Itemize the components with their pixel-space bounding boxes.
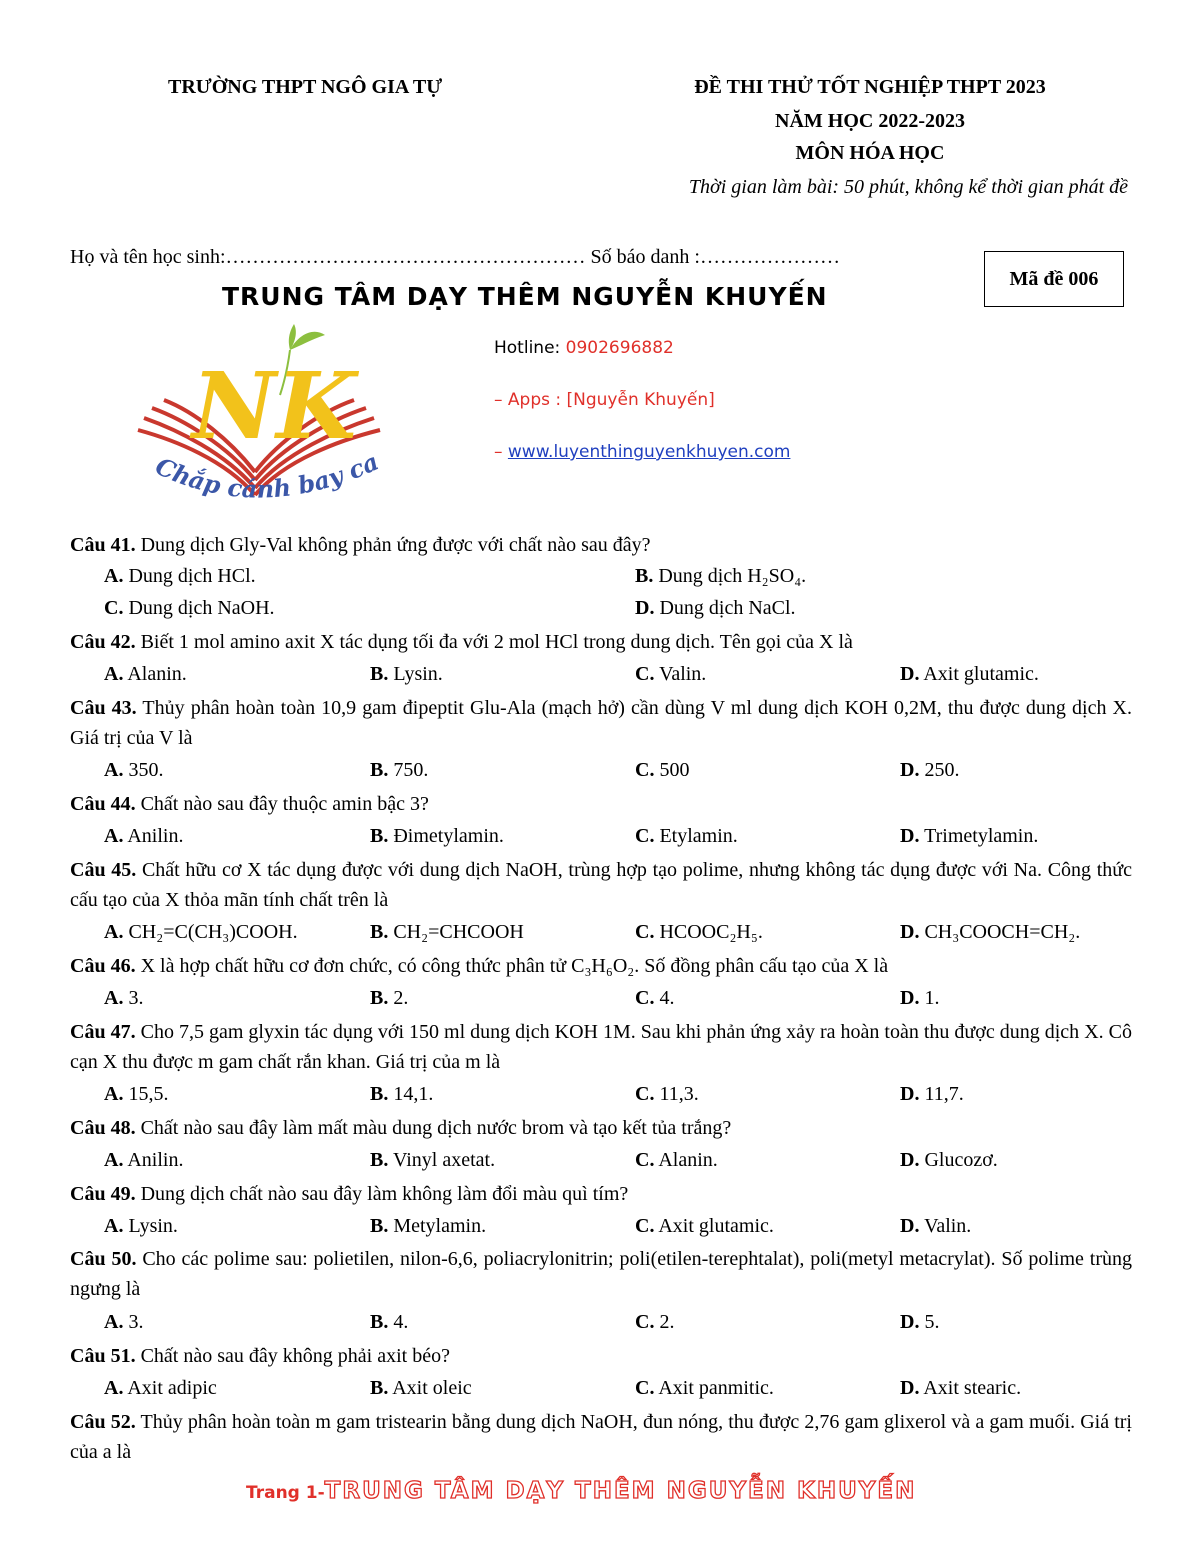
option-letter: A. (104, 1215, 124, 1237)
option-text: 15,5. (123, 1083, 169, 1105)
option-letter: B. (370, 825, 389, 847)
option-letter: A. (104, 565, 124, 587)
hotline-line: Hotline: 0902696882 (494, 338, 674, 358)
option-letter: B. (370, 987, 389, 1009)
option-letter: A. (104, 1377, 124, 1399)
option-text: Dung dịch H₂SO₄. (653, 565, 807, 587)
option-letter: C. (635, 663, 655, 685)
answer-option-b[interactable] (635, 561, 806, 591)
answer-option-a[interactable] (104, 1307, 143, 1337)
option-letter: D. (900, 759, 920, 781)
answer-option-b[interactable] (370, 1211, 486, 1241)
answer-option-a[interactable] (104, 659, 187, 689)
option-text: 3. (123, 1311, 144, 1333)
option-letter: D. (635, 597, 655, 619)
answer-option-c[interactable] (635, 755, 689, 785)
answer-option-b[interactable] (370, 1145, 495, 1175)
answer-option-a[interactable] (104, 1211, 178, 1241)
school-year: NĂM HỌC 2022-2023 (775, 110, 965, 132)
question-52 (70, 1407, 1132, 1467)
footer-center-name: TRUNG TÂM DẠY THÊM NGUYỄN KHUYẾN (324, 1478, 917, 1504)
question-text: Biết 1 mol amino axit X tác dụng tối đa với 2 mol HCl trong dung dịch. Tên gọi của X là (135, 631, 853, 653)
question-41 (70, 530, 1132, 560)
option-text: 4. (388, 1311, 409, 1333)
center-logo (130, 320, 390, 520)
option-text: 2. (654, 1311, 675, 1333)
option-letter: D. (900, 663, 920, 685)
question-text: Chất nào sau đây thuộc amin bậc 3? (135, 793, 429, 815)
option-text: 250. (919, 759, 960, 781)
option-text: Vinyl axetat. (388, 1149, 496, 1171)
website-line: – www.luyenthinguyenkhuyen.com (494, 442, 791, 462)
option-text: 11,3. (654, 1083, 699, 1105)
answer-option-d[interactable] (635, 593, 796, 623)
answer-option-c[interactable] (104, 593, 275, 623)
option-text: Lysin. (388, 663, 443, 685)
question-number: Câu 47. (70, 1021, 136, 1043)
option-text: CH₂=CHCOOH (388, 921, 524, 943)
answer-option-d[interactable] (900, 1079, 964, 1109)
option-text: 14,1. (388, 1083, 434, 1105)
option-letter: A. (104, 1311, 124, 1333)
hotline-number[interactable]: 0902696882 (565, 338, 674, 358)
option-letter: C. (635, 921, 655, 943)
option-letter: B. (370, 1377, 389, 1399)
option-text: Alanin. (123, 663, 187, 685)
option-text: Etylamin. (654, 825, 738, 847)
answer-option-b[interactable] (370, 983, 408, 1013)
option-text: 3. (123, 987, 144, 1009)
option-letter: D. (900, 1311, 920, 1333)
option-letter: B. (370, 1215, 389, 1237)
option-letter: D. (900, 921, 920, 943)
option-text: Anilin. (123, 1149, 184, 1171)
svg-text:NK: NK (192, 352, 357, 460)
answer-option-d[interactable] (900, 659, 1039, 689)
question-51 (70, 1341, 1132, 1371)
question-number: Câu 49. (70, 1183, 136, 1205)
student-info-line: Họ và tên học sinh:……………………………………………… Số báo danh :………………… (70, 246, 840, 268)
option-letter: A. (104, 1149, 124, 1171)
answer-option-d[interactable] (900, 1211, 971, 1241)
option-text: Axit adipic (123, 1377, 217, 1399)
option-letter: D. (900, 987, 920, 1009)
option-text: Axit panmitic. (654, 1377, 774, 1399)
option-text: Axit glutamic. (919, 663, 1039, 685)
option-text: 1. (919, 987, 940, 1009)
answer-option-d[interactable] (900, 917, 1080, 947)
option-text: Valin. (919, 1215, 972, 1237)
exam-title: ĐỀ THI THỬ TỐT NGHIỆP THPT 2023 (694, 76, 1046, 98)
answer-option-a[interactable] (104, 1145, 183, 1175)
option-letter: A. (104, 921, 124, 943)
question-text: Dung dịch chất nào sau đây làm không làm đổi màu quì tím? (135, 1183, 629, 1205)
subject-title: MÔN HÓA HỌC (795, 142, 945, 164)
answer-option-d[interactable] (900, 755, 959, 785)
answer-option-b[interactable] (370, 917, 524, 947)
option-text: Axit stearic. (919, 1377, 1022, 1399)
option-letter: B. (370, 921, 389, 943)
question-48 (70, 1113, 1132, 1143)
answer-option-c[interactable] (635, 659, 706, 689)
answer-option-a[interactable] (104, 1373, 217, 1403)
option-text: Alanin. (654, 1149, 718, 1171)
option-letter: C. (635, 1377, 655, 1399)
answer-option-d[interactable] (900, 1307, 939, 1337)
question-text: Dung dịch Gly-Val không phản ứng được với chất nào sau đây? (135, 534, 651, 556)
option-text: 750. (388, 759, 429, 781)
exam-code: Mã đề 006 (1009, 267, 1099, 290)
answer-option-a[interactable] (104, 821, 183, 851)
option-text: 500 (654, 759, 690, 781)
option-letter: B. (370, 1083, 389, 1105)
question-text: X là hợp chất hữu cơ đơn chức, có công thức phân tử C₃H₆O₂. Số đồng phân cấu tạo của X là (135, 955, 889, 977)
answer-option-b[interactable] (370, 755, 428, 785)
option-letter: B. (370, 1149, 389, 1171)
question-47 (70, 1017, 1132, 1077)
answer-option-b[interactable] (370, 1373, 472, 1403)
question-text: Cho 7,5 gam glyxin tác dụng với 150 ml dung dịch KOH 1M. Sau khi phản ứng xảy ra hoàn toàn thu được dung dịch X. Cô cạn X thu được m gam chất rắn khan. Giá trị của m là (70, 1021, 1132, 1073)
option-letter: B. (635, 565, 654, 587)
option-letter: C. (104, 597, 124, 619)
option-text: Anilin. (123, 825, 184, 847)
option-text: Valin. (654, 663, 707, 685)
option-letter: D. (900, 825, 920, 847)
option-text: 350. (123, 759, 164, 781)
answer-option-b[interactable] (370, 1307, 408, 1337)
answer-option-c[interactable] (635, 1079, 699, 1109)
option-letter: D. (900, 1149, 920, 1171)
question-text: Thủy phân hoàn toàn m gam tristearin bằng dung dịch NaOH, đun nóng, thu được 2,76 gam glixerol và a gam muối. Giá trị của a là (70, 1411, 1132, 1463)
question-number: Câu 52. (70, 1411, 136, 1433)
answer-option-c[interactable] (635, 1307, 674, 1337)
option-letter: C. (635, 987, 655, 1009)
apps-line: – Apps : [Nguyễn Khuyến] (494, 390, 715, 410)
option-letter: C. (635, 825, 655, 847)
question-50 (70, 1244, 1132, 1304)
question-42 (70, 627, 1132, 657)
center-title: TRUNG TÂM DẠY THÊM NGUYỄN KHUYẾN (222, 282, 828, 311)
question-number: Câu 45. (70, 859, 137, 881)
option-letter: B. (370, 1311, 389, 1333)
option-text: Dung dịch NaCl. (654, 597, 796, 619)
answer-option-d[interactable] (900, 1145, 998, 1175)
option-letter: B. (370, 663, 389, 685)
answer-option-c[interactable] (635, 1373, 774, 1403)
question-text: Thủy phân hoàn toàn 10,9 gam đipeptit Glu-Ala (mạch hở) cần dùng V ml dung dịch KOH 0,2M, thu được dung dịch X. Giá trị của V là (70, 697, 1132, 749)
question-number: Câu 44. (70, 793, 136, 815)
website-link[interactable]: www.luyenthinguyenkhuyen.com (507, 442, 791, 462)
question-number: Câu 46. (70, 955, 136, 977)
answer-option-d[interactable] (900, 983, 939, 1013)
option-text: Glucozơ. (919, 1149, 998, 1171)
option-text: 2. (388, 987, 409, 1009)
answer-option-d[interactable] (900, 821, 1038, 851)
option-text: Dung dịch NaOH. (123, 597, 275, 619)
option-letter: D. (900, 1377, 920, 1399)
option-text: CH₂=C(CH₃)COOH. (123, 921, 298, 943)
answer-option-b[interactable] (370, 821, 504, 851)
option-text: CH₃COOCH=CH₂. (919, 921, 1081, 943)
option-text: 11,7. (919, 1083, 964, 1105)
option-letter: B. (370, 759, 389, 781)
question-number: Câu 43. (70, 697, 137, 719)
question-45 (70, 855, 1132, 915)
exam-code-box (984, 251, 1124, 307)
option-letter: C. (635, 1215, 655, 1237)
option-letter: A. (104, 987, 124, 1009)
school-name: TRƯỜNG THPT NGÔ GIA TỰ (168, 76, 443, 98)
question-text: Chất nào sau đây không phải axit béo? (135, 1345, 450, 1367)
option-letter: C. (635, 759, 655, 781)
option-text: 4. (654, 987, 675, 1009)
option-letter: A. (104, 1083, 124, 1105)
option-letter: A. (104, 825, 124, 847)
question-text: Cho các polime sau: polietilen, nilon-6,6, poliacrylonitrin; poli(etilen-terephtalat), poli(metyl metacrylat). Số polime trùng ngưng là (70, 1248, 1132, 1300)
book-logo-icon (130, 320, 390, 520)
option-letter: A. (104, 759, 124, 781)
question-text: Chất nào sau đây làm mất màu dung dịch nước brom và tạo kết tủa trắng? (135, 1117, 732, 1139)
answer-option-d[interactable] (900, 1373, 1021, 1403)
question-number: Câu 42. (70, 631, 136, 653)
question-number: Câu 48. (70, 1117, 136, 1139)
answer-option-c[interactable] (635, 821, 738, 851)
question-44 (70, 789, 1132, 819)
answer-option-b[interactable] (370, 659, 443, 689)
option-text: Metylamin. (388, 1215, 487, 1237)
answer-option-a[interactable] (104, 983, 143, 1013)
page-number: Trang 1- (246, 1483, 325, 1503)
option-letter: C. (635, 1083, 655, 1105)
question-number: Câu 51. (70, 1345, 136, 1367)
option-text: Dung dịch HCl. (123, 565, 256, 587)
option-text: HCOOC₂H₅. (654, 921, 763, 943)
option-letter: C. (635, 1311, 655, 1333)
option-letter: D. (900, 1083, 920, 1105)
answer-option-c[interactable] (635, 1145, 718, 1175)
option-letter: C. (635, 1149, 655, 1171)
page-footer (246, 1478, 916, 1504)
time-note: Thời gian làm bài: 50 phút, không kể thời gian phát đề (688, 176, 1128, 198)
svg-text:Chắp cánh bay cao: Chắp cánh bay ca (151, 446, 383, 504)
option-letter: D. (900, 1215, 920, 1237)
question-46 (70, 951, 1132, 981)
question-text: Chất hữu cơ X tác dụng được với dung dịch NaOH, trùng hợp tạo polime, nhưng không tác dụng được với Na. Công thức cấu tạo của X thỏa mãn tính chất trên là (70, 859, 1132, 911)
question-43 (70, 693, 1132, 753)
answer-option-a[interactable] (104, 1079, 168, 1109)
option-letter: A. (104, 663, 124, 685)
answer-option-a[interactable] (104, 755, 163, 785)
option-text: Đimetylamin. (388, 825, 504, 847)
question-49 (70, 1179, 1132, 1209)
question-number: Câu 41. (70, 534, 136, 556)
option-text: 5. (919, 1311, 940, 1333)
answer-option-c[interactable] (635, 917, 763, 947)
option-text: Lysin. (123, 1215, 178, 1237)
option-text: Trimetylamin. (919, 825, 1039, 847)
answer-option-c[interactable] (635, 983, 674, 1013)
answer-option-a[interactable] (104, 561, 256, 591)
answer-option-a[interactable] (104, 917, 298, 947)
question-number: Câu 50. (70, 1248, 137, 1270)
option-text: Axit glutamic. (654, 1215, 774, 1237)
answer-option-b[interactable] (370, 1079, 433, 1109)
option-text: Axit oleic (388, 1377, 472, 1399)
answer-option-c[interactable] (635, 1211, 774, 1241)
